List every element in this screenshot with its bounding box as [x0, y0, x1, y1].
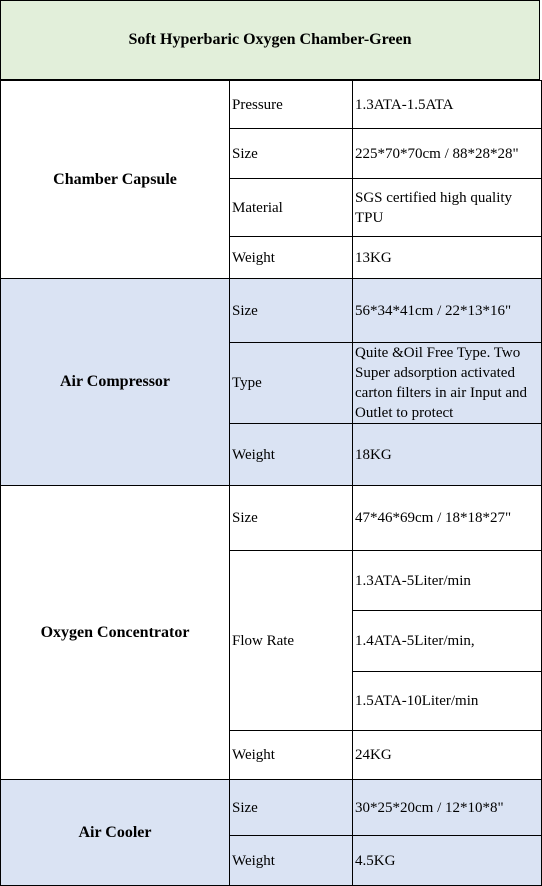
section-chamber-capsule: Chamber Capsule: [1, 81, 230, 279]
section-oxygen-concentrator: Oxygen Concentrator: [1, 486, 230, 780]
spec-value: 1.3ATA-1.5ATA: [353, 81, 542, 129]
spec-value: 30*25*20cm / 12*10*8": [353, 780, 542, 836]
spec-label: Size: [230, 129, 353, 179]
spec-value: 13KG: [353, 237, 542, 279]
spec-label: Size: [230, 780, 353, 836]
spec-table: [0, 80, 542, 886]
table-row: [1, 81, 542, 129]
spec-label: Material: [230, 179, 353, 237]
table-title: Soft Hyperbaric Oxygen Chamber-Green: [0, 0, 540, 80]
spec-value: 56*34*41cm / 22*13*16": [353, 279, 542, 343]
spec-label: Flow Rate: [230, 551, 353, 731]
spec-value: 1.4ATA-5Liter/min,: [353, 611, 542, 672]
spec-value: 4.5KG: [353, 836, 542, 886]
spec-value: 1.5ATA-10Liter/min: [353, 672, 542, 731]
spec-label: Pressure: [230, 81, 353, 129]
spec-label: Size: [230, 279, 353, 343]
spec-label: Size: [230, 486, 353, 551]
spec-label: Weight: [230, 731, 353, 780]
spec-value: 24KG: [353, 731, 542, 780]
spec-value: 1.3ATA-5Liter/min: [353, 551, 542, 611]
table-row: [1, 486, 542, 551]
spec-label: Type: [230, 343, 353, 424]
section-air-cooler: Air Cooler: [1, 780, 230, 886]
spec-value: SGS certified high quality TPU: [353, 179, 542, 237]
spec-label: Weight: [230, 237, 353, 279]
section-air-compressor: Air Compressor: [1, 279, 230, 486]
spec-label: Weight: [230, 424, 353, 486]
spec-label: Weight: [230, 836, 353, 886]
table-row: [1, 780, 542, 836]
spec-value: Quite &Oil Free Type. Two Super adsorption activated carton filters in air Input and Outlet to protect: [353, 343, 542, 424]
spec-value: 225*70*70cm / 88*28*28": [353, 129, 542, 179]
table-row: [1, 279, 542, 343]
spec-value: 18KG: [353, 424, 542, 486]
spec-value: 47*46*69cm / 18*18*27": [353, 486, 542, 551]
